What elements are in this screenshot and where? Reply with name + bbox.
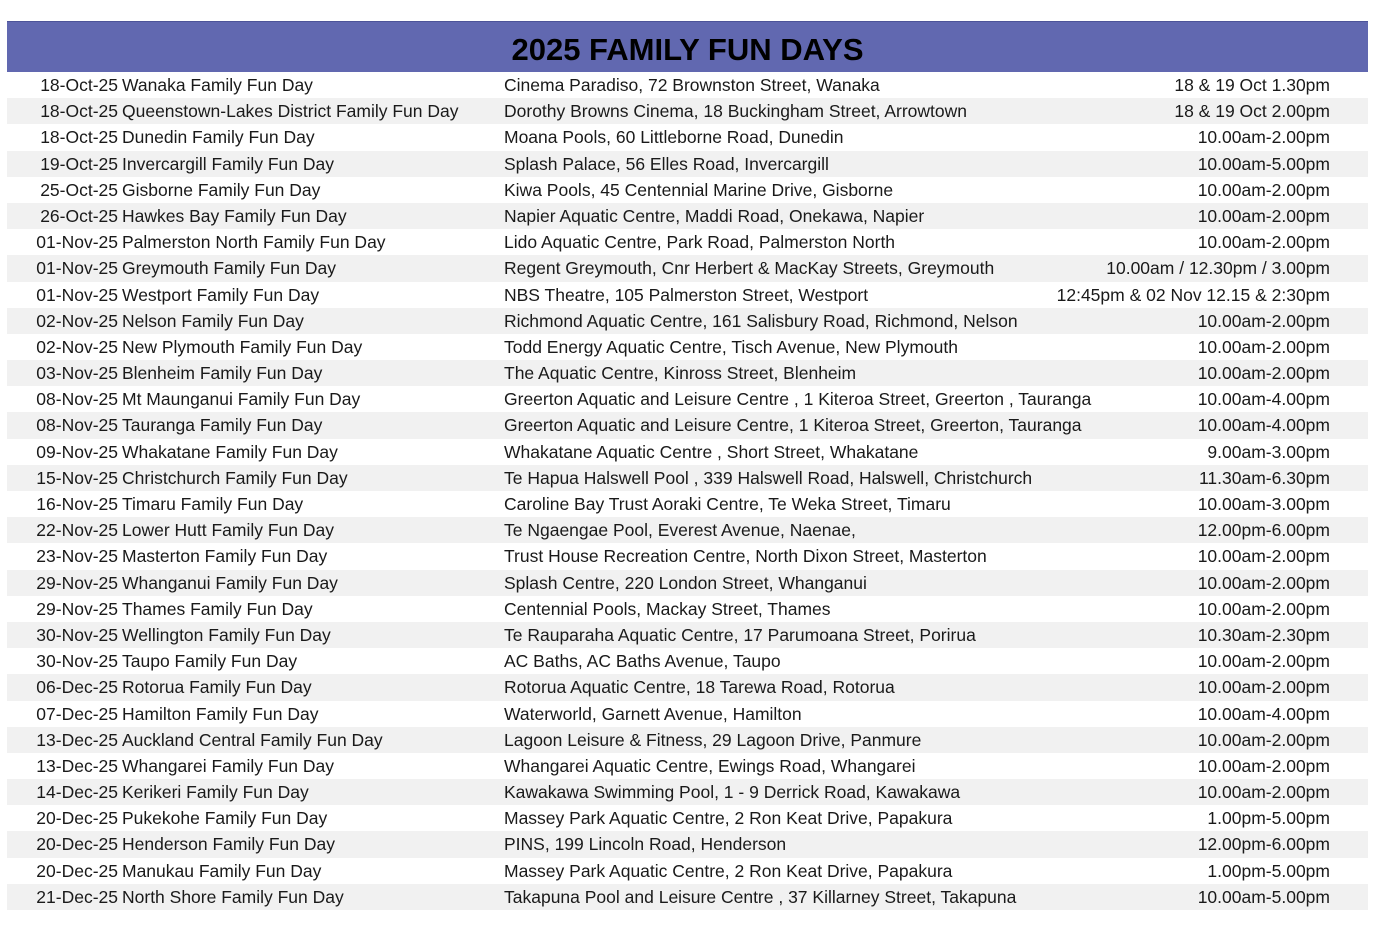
event-name: Pukekohe Family Fun Day bbox=[122, 808, 328, 829]
event-name: Hawkes Bay Family Fun Day bbox=[122, 205, 347, 226]
event-name: Manukau Family Fun Day bbox=[122, 860, 322, 881]
event-venue: Lido Aquatic Centre, Park Road, Palmerston North bbox=[504, 232, 896, 253]
event-date: 29-Nov-25 bbox=[36, 598, 118, 619]
event-time: 10.30am-2.30pm bbox=[1197, 624, 1330, 645]
event-date: 16-Nov-25 bbox=[36, 494, 118, 514]
table-row bbox=[7, 203, 1368, 229]
event-name: Queenstown-Lakes District Family Fun Day bbox=[122, 101, 459, 122]
table-row bbox=[7, 570, 1368, 596]
table-row bbox=[7, 439, 1368, 465]
event-name: Mt Maunganui Family Fun Day bbox=[122, 389, 361, 410]
event-name: North Shore Family Fun Day bbox=[122, 886, 344, 907]
event-date: 19-Oct-25 bbox=[40, 153, 118, 174]
event-venue: Greerton Aquatic and Leisure Centre , 1 Kiteroa Street, Greerton , Tauranga bbox=[504, 389, 1092, 410]
event-venue: Te Ngaengae Pool, Everest Avenue, Naenae, bbox=[504, 520, 856, 541]
table-row bbox=[7, 308, 1368, 334]
event-time: 9.00am-3.00pm bbox=[1207, 441, 1330, 462]
event-time: 10.00am-4.00pm bbox=[1197, 389, 1330, 410]
event-time: 10.00am-3.00pm bbox=[1197, 494, 1330, 514]
event-time: 10.00am-5.00pm bbox=[1197, 886, 1330, 907]
event-time: 18 & 19 Oct 1.30pm bbox=[1174, 75, 1330, 95]
table-row bbox=[7, 98, 1368, 124]
event-date: 01-Nov-25 bbox=[36, 232, 118, 253]
event-date: 22-Nov-25 bbox=[36, 520, 118, 541]
event-venue: Richmond Aquatic Centre, 161 Salisbury Road, Richmond, Nelson bbox=[504, 310, 1018, 331]
event-name: Whangarei Family Fun Day bbox=[122, 755, 335, 776]
event-time: 10.00am / 12.30pm / 3.00pm bbox=[1106, 258, 1330, 279]
event-venue: Whakatane Aquatic Centre , Short Street, Whakatane bbox=[504, 441, 919, 462]
event-date: 01-Nov-25 bbox=[36, 284, 118, 305]
event-name: Tauranga Family Fun Day bbox=[122, 415, 323, 436]
event-venue: Cinema Paradiso, 72 Brownston Street, Wanaka bbox=[504, 75, 880, 95]
event-venue: Kiwa Pools, 45 Centennial Marine Drive, Gisborne bbox=[504, 179, 894, 200]
event-time: 12.00pm-6.00pm bbox=[1197, 834, 1330, 855]
event-venue: Trust House Recreation Centre, North Dixon Street, Masterton bbox=[504, 546, 987, 567]
table-row bbox=[7, 596, 1368, 622]
event-name: Thames Family Fun Day bbox=[122, 598, 313, 619]
events-table bbox=[7, 72, 1368, 910]
event-name: Masterton Family Fun Day bbox=[122, 546, 328, 567]
title-bar bbox=[7, 21, 1368, 72]
event-time: 10.00am-5.00pm bbox=[1197, 153, 1330, 174]
event-name: Blenheim Family Fun Day bbox=[122, 363, 323, 384]
table-row bbox=[7, 465, 1368, 491]
event-date: 15-Nov-25 bbox=[36, 467, 118, 488]
event-venue: The Aquatic Centre, Kinross Street, Blenheim bbox=[504, 363, 857, 384]
table-row bbox=[7, 386, 1368, 412]
event-name: Rotorua Family Fun Day bbox=[122, 677, 312, 698]
event-date: 30-Nov-25 bbox=[36, 651, 118, 672]
event-venue: Massey Park Aquatic Centre, 2 Ron Keat Drive, Papakura bbox=[504, 808, 953, 829]
event-name: Nelson Family Fun Day bbox=[122, 310, 304, 331]
event-venue: Takapuna Pool and Leisure Centre , 37 Killarney Street, Takapuna bbox=[504, 886, 1017, 907]
event-date: 03-Nov-25 bbox=[36, 363, 118, 384]
event-venue: Massey Park Aquatic Centre, 2 Ron Keat Drive, Papakura bbox=[504, 860, 953, 881]
event-time: 10.00am-2.00pm bbox=[1197, 363, 1330, 384]
event-time: 1.00pm-5.00pm bbox=[1207, 860, 1330, 881]
event-venue: Lagoon Leisure & Fitness, 29 Lagoon Drive, Panmure bbox=[504, 729, 922, 750]
event-name: Hamilton Family Fun Day bbox=[122, 703, 319, 724]
event-time: 10.00am-4.00pm bbox=[1197, 703, 1330, 724]
event-date: 20-Dec-25 bbox=[36, 834, 118, 855]
event-date: 18-Oct-25 bbox=[40, 127, 118, 148]
event-date: 18-Oct-25 bbox=[40, 75, 118, 95]
event-name: Timaru Family Fun Day bbox=[122, 494, 304, 514]
event-venue: NBS Theatre, 105 Palmerston Street, Westport bbox=[504, 284, 869, 305]
table-row bbox=[7, 622, 1368, 648]
table-row bbox=[7, 805, 1368, 831]
event-venue: Kawakawa Swimming Pool, 1 - 9 Derrick Road, Kawakawa bbox=[504, 782, 961, 803]
table-row bbox=[7, 491, 1368, 517]
schedule-sheet bbox=[7, 21, 1368, 910]
event-time: 10.00am-2.00pm bbox=[1197, 755, 1330, 776]
event-venue: AC Baths, AC Baths Avenue, Taupo bbox=[504, 651, 781, 672]
event-venue: Caroline Bay Trust Aoraki Centre, Te Weka Street, Timaru bbox=[504, 494, 951, 514]
event-name: Auckland Central Family Fun Day bbox=[122, 729, 383, 750]
table-row bbox=[7, 412, 1368, 438]
event-date: 18-Oct-25 bbox=[40, 101, 118, 122]
event-date: 20-Dec-25 bbox=[36, 808, 118, 829]
table-row bbox=[7, 831, 1368, 857]
table-row bbox=[7, 282, 1368, 308]
event-date: 02-Nov-25 bbox=[36, 310, 118, 331]
event-time: 10.00am-2.00pm bbox=[1197, 310, 1330, 331]
event-venue: Splash Centre, 220 London Street, Whanganui bbox=[504, 572, 867, 593]
event-venue: Moana Pools, 60 Littleborne Road, Dunedin bbox=[504, 127, 844, 148]
event-date: 13-Dec-25 bbox=[36, 755, 118, 776]
event-date: 21-Dec-25 bbox=[36, 886, 118, 907]
event-date: 14-Dec-25 bbox=[36, 782, 118, 803]
event-time: 10.00am-2.00pm bbox=[1197, 677, 1330, 698]
event-date: 08-Nov-25 bbox=[36, 389, 118, 410]
event-time: 10.00am-2.00pm bbox=[1197, 336, 1330, 357]
event-venue: Whangarei Aquatic Centre, Ewings Road, Whangarei bbox=[504, 755, 916, 776]
event-time: 11.30am-6.30pm bbox=[1198, 467, 1330, 488]
event-time: 1.00pm-5.00pm bbox=[1207, 808, 1330, 829]
table-row bbox=[7, 360, 1368, 386]
table-row bbox=[7, 517, 1368, 543]
event-date: 06-Dec-25 bbox=[36, 677, 118, 698]
table-row bbox=[7, 124, 1368, 150]
page-title: 2025 FAMILY FUN DAYS bbox=[511, 32, 864, 67]
event-date: 26-Oct-25 bbox=[40, 205, 118, 226]
event-date: 08-Nov-25 bbox=[36, 415, 118, 436]
event-time: 18 & 19 Oct 2.00pm bbox=[1174, 101, 1330, 122]
event-date: 25-Oct-25 bbox=[40, 179, 118, 200]
event-time: 10.00am-4.00pm bbox=[1197, 415, 1330, 436]
table-row bbox=[7, 779, 1368, 805]
table-row bbox=[7, 229, 1368, 255]
event-time: 10.00am-2.00pm bbox=[1197, 729, 1330, 750]
event-name: Palmerston North Family Fun Day bbox=[122, 232, 386, 253]
event-venue: Regent Greymouth, Cnr Herbert & MacKay Streets, Greymouth bbox=[504, 258, 995, 279]
event-date: 30-Nov-25 bbox=[36, 624, 118, 645]
table-row bbox=[7, 753, 1368, 779]
event-name: New Plymouth Family Fun Day bbox=[122, 336, 363, 357]
table-row bbox=[7, 177, 1368, 203]
event-name: Christchurch Family Fun Day bbox=[122, 467, 348, 488]
event-time: 10.00am-2.00pm bbox=[1197, 651, 1330, 672]
table-row bbox=[7, 727, 1368, 753]
table-row bbox=[7, 334, 1368, 360]
table-row bbox=[7, 884, 1368, 910]
event-venue: Dorothy Browns Cinema, 18 Buckingham Street, Arrowtown bbox=[504, 101, 967, 122]
table-row bbox=[7, 255, 1368, 281]
event-venue: Te Hapua Halswell Pool , 339 Halswell Road, Halswell, Christchurch bbox=[504, 467, 1033, 488]
event-time: 10.00am-2.00pm bbox=[1197, 598, 1330, 619]
event-time: 10.00am-2.00pm bbox=[1197, 232, 1330, 253]
event-name: Westport Family Fun Day bbox=[122, 284, 320, 305]
table-row bbox=[7, 543, 1368, 569]
event-time: 10.00am-2.00pm bbox=[1197, 205, 1330, 226]
event-name: Greymouth Family Fun Day bbox=[122, 258, 336, 279]
table-row bbox=[7, 674, 1368, 700]
event-venue: Splash Palace, 56 Elles Road, Invercargill bbox=[504, 153, 829, 174]
event-venue: Rotorua Aquatic Centre, 18 Tarewa Road, Rotorua bbox=[504, 677, 895, 698]
event-venue: PINS, 199 Lincoln Road, Henderson bbox=[504, 834, 787, 855]
table-row bbox=[7, 151, 1368, 177]
table-row bbox=[7, 72, 1368, 98]
event-time: 10.00am-2.00pm bbox=[1197, 572, 1330, 593]
event-name: Whanganui Family Fun Day bbox=[122, 572, 338, 593]
event-time: 12:45pm & 02 Nov 12.15 & 2:30pm bbox=[1056, 284, 1330, 305]
event-name: Gisborne Family Fun Day bbox=[122, 179, 321, 200]
event-name: Kerikeri Family Fun Day bbox=[122, 782, 309, 803]
event-time: 10.00am-2.00pm bbox=[1197, 782, 1330, 803]
event-date: 02-Nov-25 bbox=[36, 336, 118, 357]
event-name: Taupo Family Fun Day bbox=[122, 651, 298, 672]
event-name: Dunedin Family Fun Day bbox=[122, 127, 315, 148]
event-date: 01-Nov-25 bbox=[36, 258, 118, 279]
event-name: Wanaka Family Fun Day bbox=[122, 75, 313, 95]
event-venue: Te Rauparaha Aquatic Centre, 17 Parumoana Street, Porirua bbox=[504, 624, 976, 645]
table-row bbox=[7, 648, 1368, 674]
event-time: 10.00am-2.00pm bbox=[1197, 179, 1330, 200]
event-name: Lower Hutt Family Fun Day bbox=[122, 520, 335, 541]
event-date: 09-Nov-25 bbox=[36, 441, 118, 462]
event-time: 10.00am-2.00pm bbox=[1197, 546, 1330, 567]
event-name: Whakatane Family Fun Day bbox=[122, 441, 338, 462]
event-name: Invercargill Family Fun Day bbox=[122, 153, 334, 174]
event-date: 07-Dec-25 bbox=[36, 703, 118, 724]
event-time: 10.00am-2.00pm bbox=[1197, 127, 1330, 148]
table-row bbox=[7, 701, 1368, 727]
event-date: 13-Dec-25 bbox=[36, 729, 118, 750]
table-row bbox=[7, 858, 1368, 884]
event-date: 20-Dec-25 bbox=[36, 860, 118, 881]
event-venue: Napier Aquatic Centre, Maddi Road, Onekawa, Napier bbox=[504, 205, 925, 226]
event-name: Henderson Family Fun Day bbox=[122, 834, 335, 855]
event-name: Wellington Family Fun Day bbox=[122, 624, 331, 645]
event-venue: Greerton Aquatic and Leisure Centre, 1 Kiteroa Street, Greerton, Tauranga bbox=[504, 415, 1082, 436]
event-venue: Centennial Pools, Mackay Street, Thames bbox=[504, 598, 831, 619]
event-venue: Waterworld, Garnett Avenue, Hamilton bbox=[504, 703, 802, 724]
event-date: 23-Nov-25 bbox=[36, 546, 118, 567]
event-date: 29-Nov-25 bbox=[36, 572, 118, 593]
event-venue: Todd Energy Aquatic Centre, Tisch Avenue, New Plymouth bbox=[504, 336, 958, 357]
event-time: 12.00pm-6.00pm bbox=[1197, 520, 1330, 541]
